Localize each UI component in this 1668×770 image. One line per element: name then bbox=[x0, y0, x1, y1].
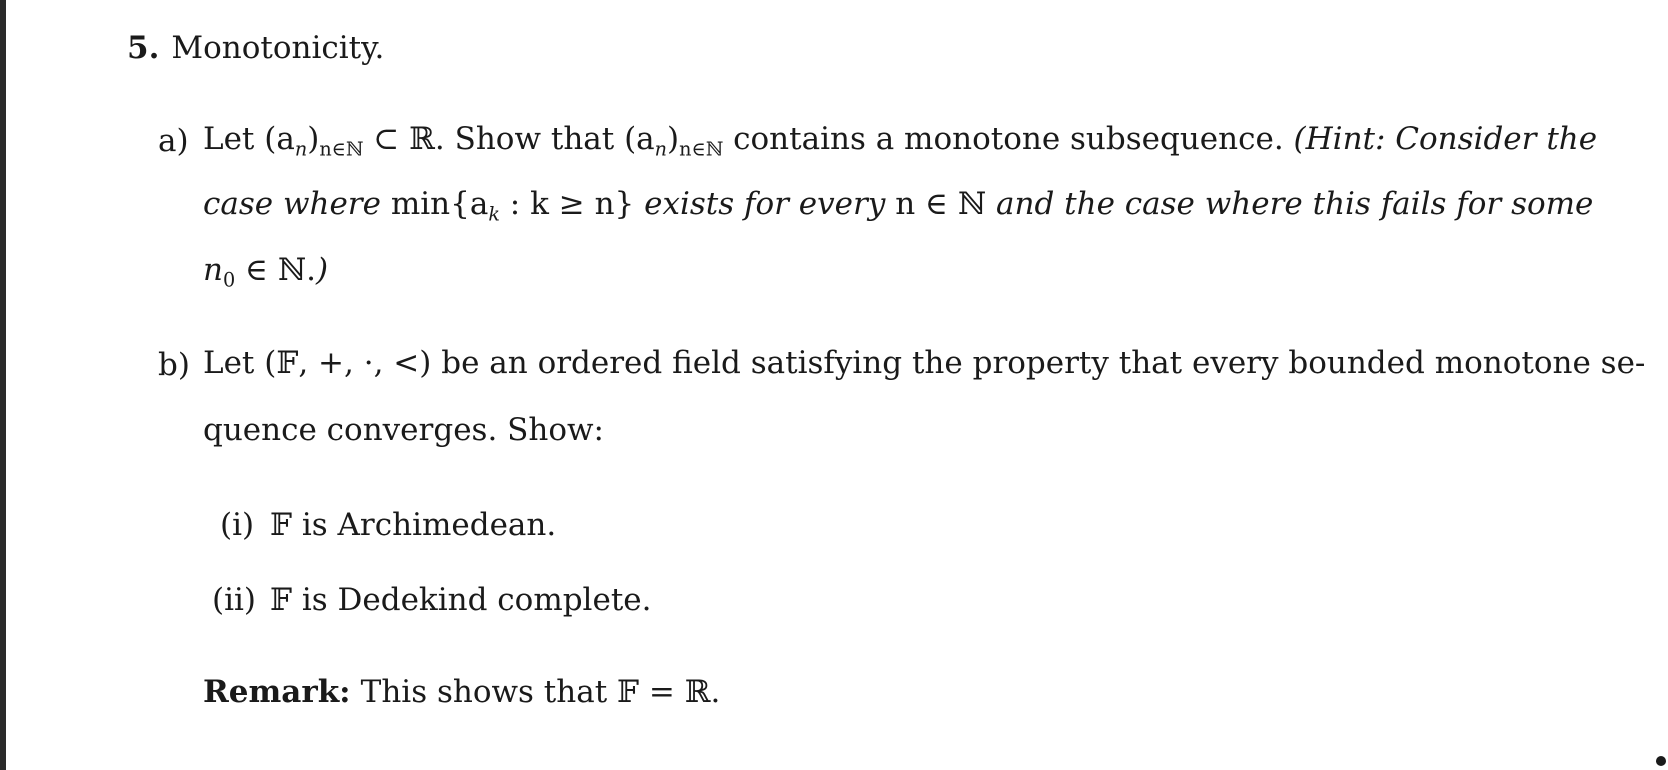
math-subscript: n∈ℕ bbox=[679, 137, 724, 161]
item-i-label: (i) bbox=[220, 507, 255, 543]
math-subscript: n∈ℕ bbox=[319, 137, 364, 161]
remark-text: This shows that 𝔽 = ℝ. bbox=[360, 674, 721, 710]
item-ii-text: 𝔽 is Dedekind complete. bbox=[270, 582, 652, 618]
remark bbox=[203, 672, 720, 712]
math-subscript: 0 bbox=[222, 268, 236, 292]
hint-text: and the case where this fails for some bbox=[986, 186, 1594, 222]
problem-heading bbox=[127, 28, 384, 68]
math-subscript: n bbox=[294, 137, 308, 161]
math-text: n bbox=[203, 252, 223, 288]
part-a-line-1 bbox=[203, 121, 1598, 161]
item-i-text: 𝔽 is Archimedean. bbox=[270, 507, 557, 543]
remark-label: Remark: bbox=[203, 674, 351, 710]
corner-dot-icon bbox=[1656, 756, 1666, 766]
part-b-label: b) bbox=[158, 347, 190, 383]
math-text: n ∈ ℕ bbox=[895, 186, 987, 222]
part-b-line-1: Let (𝔽, +, ·, <) be an ordered field satisfying the property that every bounded monotone se- bbox=[203, 345, 1646, 381]
math-text: ∈ ℕ. bbox=[235, 252, 317, 288]
item-ii-label: (ii) bbox=[212, 582, 257, 618]
part-a-line-2 bbox=[203, 186, 1594, 226]
part-b-line-2: quence converges. Show: bbox=[203, 412, 605, 448]
part-a-label: a) bbox=[158, 123, 189, 159]
body-text: contains a monotone subsequence. bbox=[723, 121, 1294, 157]
hint-text: case where bbox=[203, 186, 391, 222]
math-text: min{a bbox=[390, 186, 489, 222]
math-text: ) bbox=[307, 121, 320, 157]
hint-text: (Hint: Consider the bbox=[1293, 121, 1598, 157]
problem-title: Monotonicity. bbox=[171, 30, 385, 66]
problem-number: 5. bbox=[127, 30, 160, 66]
hint-text: ) bbox=[316, 252, 329, 288]
part-a-line-3 bbox=[203, 252, 1545, 292]
hint-text: exists for every bbox=[634, 186, 896, 222]
math-subscript: n bbox=[654, 137, 668, 161]
math-text: ⊂ ℝ. Show that (a bbox=[363, 121, 655, 157]
math-text: Let (a bbox=[203, 121, 295, 157]
math-text: : k ≥ n} bbox=[499, 186, 635, 222]
math-subscript: k bbox=[488, 202, 500, 226]
math-text: ) bbox=[667, 121, 680, 157]
